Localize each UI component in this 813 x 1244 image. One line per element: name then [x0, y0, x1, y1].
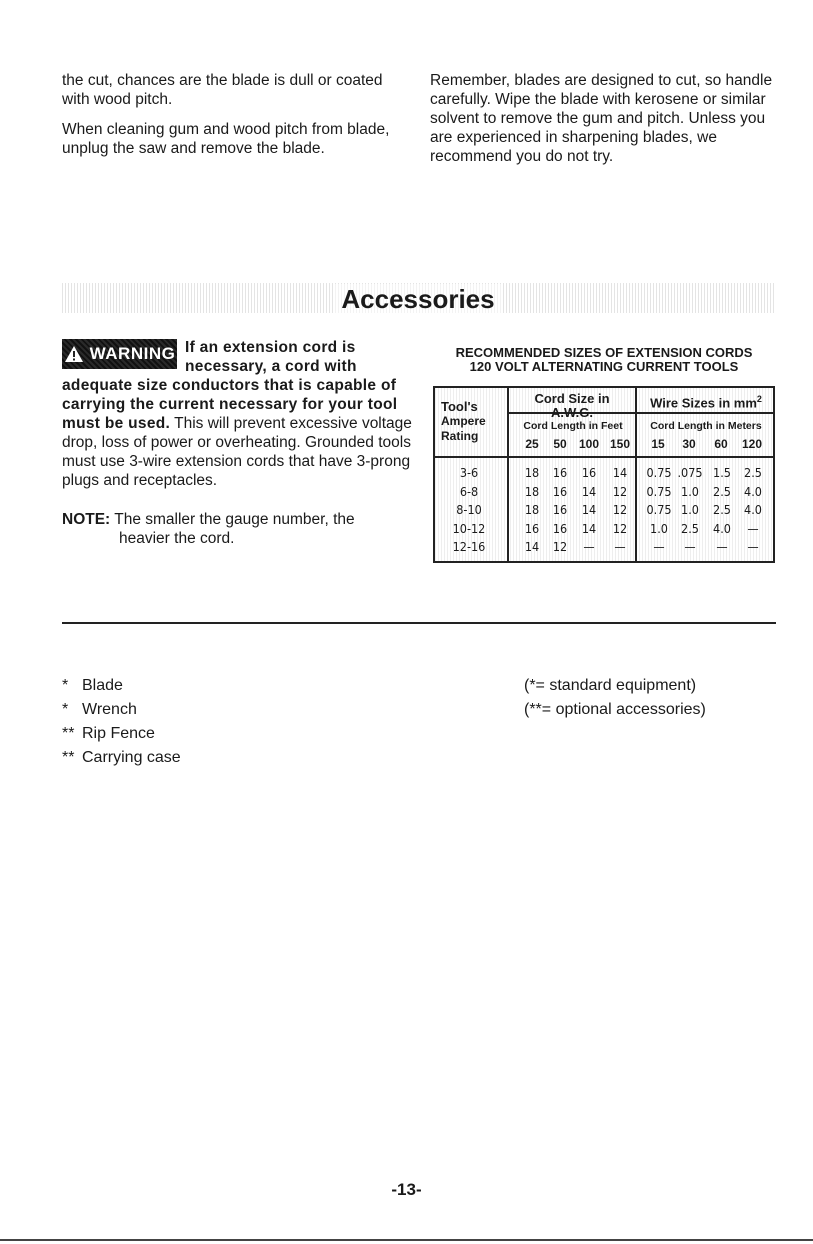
feet-length-header: 25 — [525, 437, 539, 451]
warning-bold-text: necessary, a cord with adequate size conductors that is capable of carrying the current necessary for your tool must be used. — [62, 358, 398, 432]
awg-cell: 16 — [552, 502, 568, 517]
rating-header — [441, 399, 503, 444]
meters-subheader: Cord Length in Meters — [650, 420, 762, 432]
extension-cord-table — [433, 386, 775, 563]
mm-cell: .075 — [677, 465, 703, 480]
note-line-2: heavier the cord. — [119, 530, 235, 547]
mm-cell: — — [716, 539, 728, 554]
rating-cell: 12-16 — [452, 539, 486, 554]
awg-cell: 14 — [581, 520, 597, 536]
section-rule — [62, 622, 776, 624]
meter-length-header: 60 — [714, 437, 728, 451]
awg-cell: 16 — [552, 520, 568, 536]
note-label: NOTE: — [62, 511, 111, 528]
item-mark: * — [62, 701, 69, 718]
rating-header-line: Rating — [441, 429, 479, 443]
mm-cell: 4.0 — [744, 502, 762, 517]
mm-cell: — — [653, 539, 665, 554]
feet-length-header: 50 — [553, 437, 567, 451]
meter-length-header: 120 — [741, 437, 763, 451]
list-item — [62, 746, 181, 770]
meter-length-header: 15 — [651, 437, 665, 451]
mm-cell: 2.5 — [744, 465, 762, 480]
body-text-right-1: Remember, blades are designed to cut, so handle carefully. Wipe the blade with kerosene or similar solvent to remove the gum and pitch. Unless you are experienced in sharpening blades, we recommend you do not try. — [430, 72, 773, 165]
mm-cell: — — [747, 539, 759, 554]
legend-item: (*= standard equipment) — [524, 677, 697, 694]
awg-cell: 14 — [612, 465, 628, 480]
table-caption — [432, 346, 776, 374]
body-text-left-2: When cleaning gum and wood pitch from blade, unplug the saw and remove the blade. — [62, 121, 390, 157]
awg-cell: — — [614, 539, 626, 554]
mm-cell: 4.0 — [744, 483, 762, 499]
list-item — [62, 698, 181, 722]
page-number: -13- — [391, 1180, 422, 1199]
rating-cell: 10-12 — [452, 520, 486, 536]
awg-header: Cord Size in A.W.G. — [534, 391, 610, 420]
mm-cell: — — [684, 539, 696, 554]
mm-cell: 0.75 — [646, 465, 672, 480]
awg-cell: 18 — [524, 502, 540, 517]
note — [62, 510, 412, 548]
awg-cell: 18 — [524, 465, 540, 480]
feet-length-header: 150 — [609, 437, 631, 451]
awg-cell: 12 — [612, 520, 628, 536]
rating-cell: 6-8 — [459, 483, 479, 499]
item-label: Wrench — [82, 701, 137, 718]
mm-header-sup: 2 — [756, 394, 762, 404]
item-label: Blade — [82, 677, 123, 694]
list-item — [62, 722, 181, 746]
section-header-band — [62, 283, 774, 313]
awg-cell: — — [583, 539, 595, 554]
mm-header-text: Wire Sizes in mm — [650, 395, 757, 411]
mm-cell: 2.5 — [681, 520, 699, 536]
warning-text — [62, 338, 412, 490]
rating-cell: 8-10 — [456, 502, 482, 517]
awg-cell: 12 — [612, 483, 628, 499]
feet-length-header: 100 — [578, 437, 600, 451]
mm-cell: 2.5 — [713, 483, 731, 499]
legend-item: (**= optional accessories) — [524, 701, 706, 718]
mm-cell: 1.0 — [681, 502, 699, 517]
awg-cell: 16 — [524, 520, 540, 536]
feet-subheader: Cord Length in Feet — [523, 420, 623, 432]
mm-cell: 1.0 — [681, 483, 699, 499]
awg-cell: 16 — [552, 465, 568, 480]
note-line-1: The smaller the gauge number, the — [110, 511, 355, 528]
table-caption-line-1: RECOMMENDED SIZES OF EXTENSION CORDS — [455, 345, 753, 360]
warning-first-line: If an extension cord is — [185, 339, 356, 356]
warning-badge-label: WARNING — [89, 344, 176, 363]
item-mark: * — [62, 677, 69, 694]
mm-cell: 2.5 — [713, 502, 731, 517]
awg-cell: 14 — [581, 483, 597, 499]
section-title: Accessories — [335, 284, 500, 314]
awg-cell: 14 — [524, 539, 540, 554]
body-text-left-1: the cut, chances are the blade is dull or coated with wood pitch. — [62, 72, 383, 108]
awg-cell: 18 — [524, 483, 540, 499]
item-label: Carrying case — [82, 749, 181, 766]
legend-list — [524, 674, 706, 722]
awg-cell: 16 — [581, 465, 597, 480]
mm-cell: 1.5 — [713, 465, 731, 480]
rating-header-line: Ampere — [441, 414, 486, 428]
meter-length-header: 30 — [682, 437, 696, 451]
mm-cell: 0.75 — [646, 502, 672, 517]
mm-cell: 0.75 — [646, 483, 672, 499]
awg-cell: 12 — [612, 502, 628, 517]
awg-cell: 12 — [552, 539, 568, 554]
mm-cell: 1.0 — [650, 520, 668, 536]
table-divider — [635, 388, 637, 561]
table-caption-line-2: 120 VOLT ALTERNATING CURRENT TOOLS — [469, 359, 739, 374]
mm-cell: 4.0 — [713, 520, 731, 536]
table-divider — [507, 388, 509, 561]
awg-cell: 16 — [552, 483, 568, 499]
rating-header-line: Tool's — [441, 399, 478, 414]
warning-rest-text: This will prevent excessive voltage drop, loss of power or overheating. Grounded tools must use 3-wire extension cords that have 3-prong plugs and receptacles. — [62, 415, 412, 489]
mm-header — [639, 392, 773, 410]
rating-cell: 3-6 — [459, 465, 479, 480]
table-divider — [435, 456, 773, 458]
accessory-list — [62, 674, 181, 770]
awg-cell: 14 — [581, 502, 597, 517]
item-mark: ** — [62, 725, 75, 742]
mm-cell: — — [747, 520, 759, 536]
page-bottom-rule — [0, 1239, 813, 1241]
item-label: Rip Fence — [82, 725, 155, 742]
list-item — [62, 674, 181, 698]
item-mark: ** — [62, 749, 75, 766]
